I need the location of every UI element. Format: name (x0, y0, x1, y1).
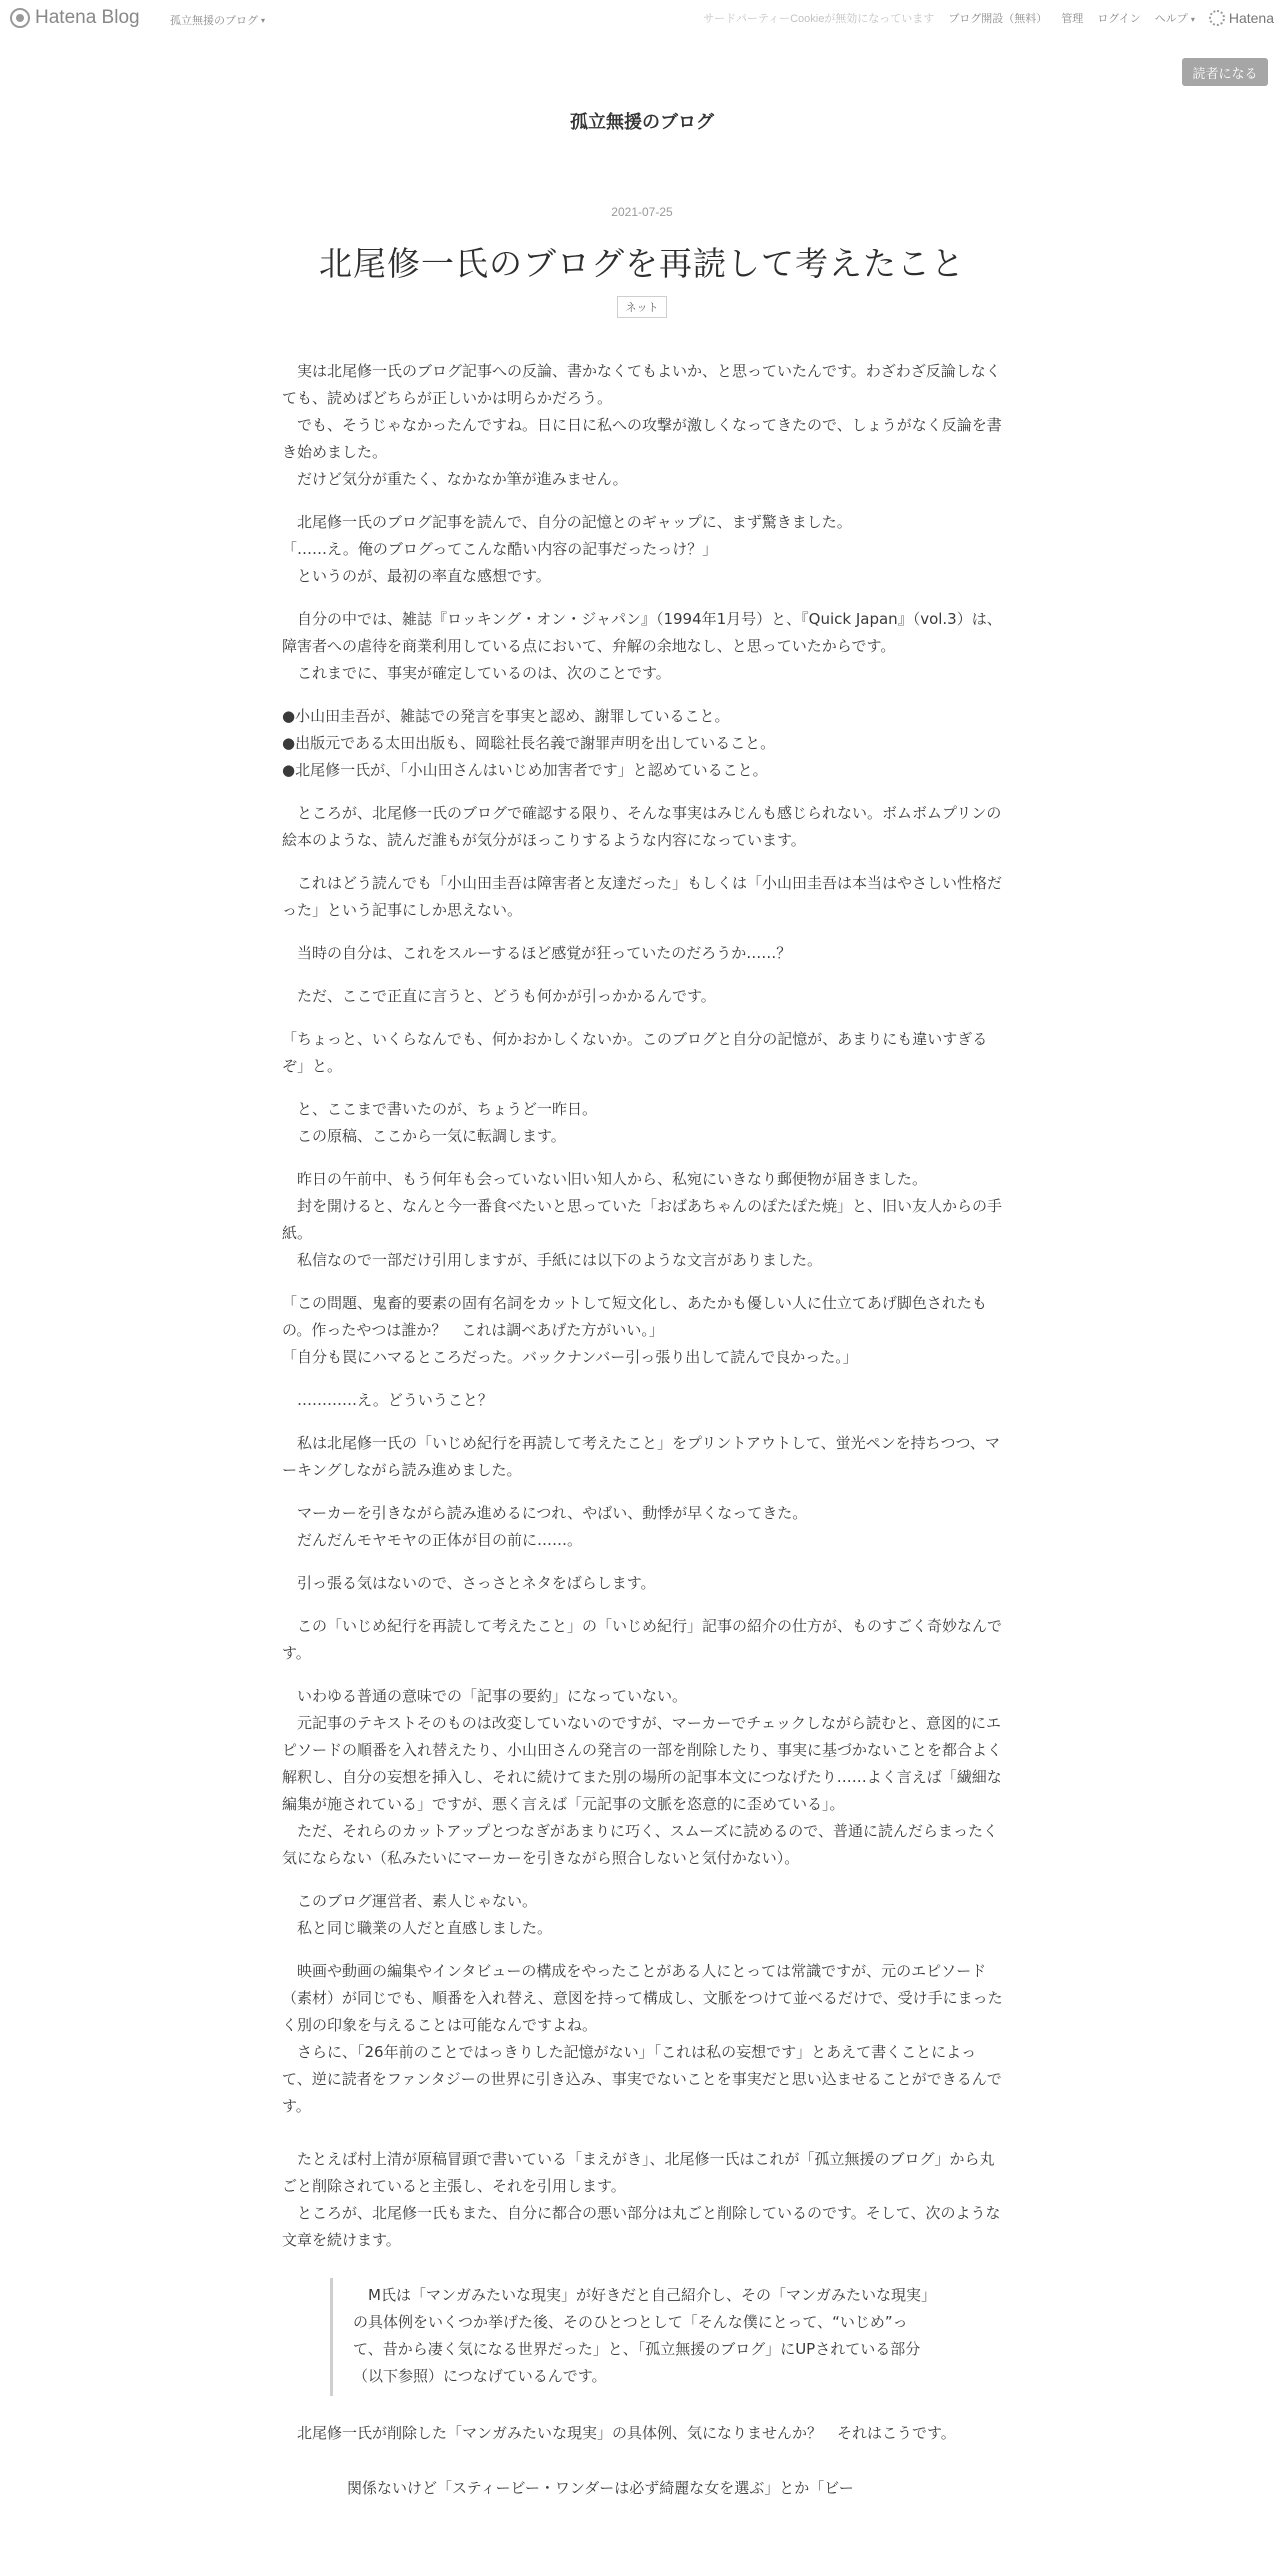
paragraph (282, 509, 1004, 590)
paragraph-line: さらに、「26年前のことではっきりした記憶がない」「これは私の妄想です」とあえて書くことによって、逆に読者をファンタジーの世界に引き込み、事実でないことを事実だと思い込ませることができるんです。 (282, 2043, 1002, 2115)
paragraph-line: だんだんモヤモヤの正体が目の前に……。 (282, 1531, 583, 1549)
paragraph (282, 606, 1004, 687)
paragraph-line: ところが、北尾修一氏のブログで確認する限り、そんな事実はみじんも感じられない。ボムボムプリンの絵本のような、読んだ誰もが気分がほっこりするような内容になっています。 (282, 804, 1002, 849)
paragraph (282, 1683, 1004, 1872)
paragraph (282, 1430, 1004, 1484)
paragraph-line: 昨日の午前中、もう何年も会っていない旧い知人から、私宛にいきなり郵便物が届きました。 (282, 1170, 928, 1188)
paragraph-line: 映画や動画の編集やインタビューの構成をやったことがある人にとっては常識ですが、元のエピソード（素材）が同じでも、順番を入れ替え、意図を持って構成し、文脈をつけて並べるだけで、受け手にまったく別の印象を与えることは可能なんですよね。 (282, 1962, 1003, 2034)
paragraph-line: たとえば村上清が原稿冒頭で書いている「まえがき」、北尾修一氏はこれが「孤立無援のブログ」から丸ごと削除されていると主張し、それを引用します。 (282, 2150, 995, 2195)
paragraph-line: このブログ運営者、素人じゃない。 (282, 1892, 538, 1910)
paragraph-line: だけど気分が重たく、なかなか筆が進みません。 (282, 470, 628, 488)
hatena-blog-logo[interactable] (10, 7, 140, 29)
cookie-notice[interactable]: サードパーティーCookieが無効になっています (703, 13, 935, 25)
help-menu[interactable] (1155, 10, 1195, 26)
paragraph-line: というのが、最初の率直な感想です。 (282, 567, 551, 585)
paragraph-line: と、ここまで書いたのが、ちょうど一昨日。 (282, 1100, 598, 1118)
admin-link[interactable]: 管理 (1061, 13, 1084, 25)
hatena-logo-icon (1209, 10, 1225, 26)
paragraph-line: 引っ張る気はないので、さっさとネタをばらします。 (282, 1574, 656, 1592)
create-blog-link[interactable]: ブログ開設（無料） (948, 13, 1048, 25)
paragraph-line: 私と同じ職業の人だと直感しました。 (282, 1919, 553, 1937)
entry-body (282, 358, 1004, 2532)
paragraph-line: ●小山田圭吾が、雑誌での発言を事実と認め、謝罪していること。 (282, 707, 730, 725)
paragraph-line: 「……え。俺のブログってこんな酷い内容の記事だったっけ？」 (282, 540, 718, 558)
paragraph-line: マーカーを引きながら読み進めるにつれ、やばい、動悸が早くなってきた。 (282, 1504, 808, 1522)
paragraph (282, 1958, 1004, 2120)
blockquote (330, 2278, 930, 2396)
logo-text: Hatena Blog (35, 7, 140, 28)
quote-text: M氏は「マンガみたいな現実」が好きだと自己紹介し、その「マンガみたいな現実」の具体例をいくつか挙げた後、そのひとつとして「そんな僕にとって、“いじめ”って、昔から凄く気になる世界だった」と、「孤立無援のブログ」にUPされている部分（以下参照）につなげているんです。 (353, 2286, 929, 2385)
paragraph (282, 1290, 1004, 1371)
subscribe-button[interactable]: 読者になる (1182, 58, 1268, 86)
blockquote (332, 2471, 932, 2508)
paragraph (282, 983, 1004, 1010)
paragraph-line: この原稿、ここから一気に転調します。 (282, 1127, 566, 1145)
paragraph-line: 「この問題、鬼畜的要素の固有名詞をカットして短文化し、あたかも優しい人に仕立てあげ脚色されたもの。作ったやつは誰か？ これは調べあげた方がいい。」 (282, 1294, 987, 1339)
paragraph-line: 北尾修一氏のブログ記事を読んで、自分の記憶とのギャップに、まず驚きました。 (282, 513, 852, 531)
blog-name-dropdown[interactable] (170, 12, 265, 28)
paragraph (282, 940, 1004, 967)
paragraph-line: …………え。どういうこと？ (282, 1391, 493, 1409)
paragraph-line: 封を開けると、なんと今一番食べたいと思っていた「おばあちゃんのぽたぽた焼」と、旧い友人からの手紙。 (282, 1197, 1003, 1242)
paragraph-line: この「いじめ紀行を再読して考えたこと」の「いじめ紀行」記事の紹介の仕方が、ものすごく奇妙なんです。 (282, 1617, 1003, 1662)
paragraph-line: ただ、ここで正直に言うと、どうも何かが引っかかるんです。 (282, 987, 716, 1005)
caret-down-icon: ▾ (261, 15, 266, 25)
paragraph-line: ところが、北尾修一氏もまた、自分に都合の悪い部分は丸ごと削除しているのです。そして、次のような文章を続けます。 (282, 2204, 1001, 2249)
help-label: ヘルプ (1154, 13, 1188, 25)
paragraph-line: これはどう読んでも「小山田圭吾は障害者と友達だった」もしくは「小山田圭吾は本当はやさしい性格だった」という記事にしか思えない。 (282, 874, 1003, 919)
paragraph (282, 1096, 1004, 1150)
paragraph-line: 自分の中では、雑誌『ロッキング・オン・ジャパン』（1994年1月号）と、『Quick Japan』（vol.3）は、障害者への虐待を商業利用している点において、弁解の余地なし、と思っていたからです。 (282, 610, 1002, 655)
paragraph-line: ただ、それらのカットアップとつなぎがあまりに巧く、スムーズに読めるので、普通に読んだらまったく気にならない（私みたいにマーカーを引きながら照合しないと気付かない）。 (282, 1822, 998, 1867)
paragraph-line: 「自分も罠にハマるところだった。バックナンバー引っ張り出して読んで良かった。」 (282, 1348, 858, 1366)
paragraph (282, 1026, 1004, 1080)
hatena-menu[interactable] (1209, 10, 1274, 26)
paragraph-line: ●北尾修一氏が、「小山田さんはいじめ加害者です」と認めていること。 (282, 761, 768, 779)
blog-title[interactable]: 孤立無援のブログ (570, 112, 714, 133)
hatena-blog-logo-icon (10, 8, 30, 28)
paragraph (282, 1613, 1004, 1667)
paragraph-line: 私は北尾修一氏の「いじめ紀行を再読して考えたこと」をプリントアウトして、蛍光ペンを持ちつつ、マーキングしながら読み進めました。 (282, 1434, 1000, 1479)
login-link[interactable]: ログイン (1097, 13, 1141, 25)
paragraph (282, 1888, 1004, 1942)
paragraph-line: ●出版元である太田出版も、岡聡社長名義で謝罪声明を出していること。 (282, 734, 776, 752)
paragraph: 北尾修一氏が削除した「マンガみたいな現実」の具体例、気になりませんか？ それはこうです。 (282, 2424, 956, 2442)
paragraph (282, 800, 1004, 854)
paragraph-line: 私信なので一部だけ引用しますが、手紙には以下のような文言がありました。 (282, 1251, 823, 1269)
paragraph (282, 1387, 1004, 1414)
entry-title[interactable]: 北尾修一氏のブログを再読して考えたこと (319, 244, 965, 283)
entry-date[interactable]: 2021-07-25 (611, 205, 673, 219)
paragraph (282, 358, 1004, 493)
navbar-right (703, 10, 1274, 26)
paragraph (282, 1166, 1004, 1274)
paragraph (282, 1500, 1004, 1554)
hatena-label: Hatena (1228, 10, 1274, 26)
paragraph (282, 870, 1004, 924)
paragraph-list (282, 358, 1004, 2254)
paragraph-line: 「ちょっと、いくらなんでも、何かおかしくないか。このブログと自分の記憶が、あまりにも違いすぎるぞ」と。 (282, 1030, 988, 1075)
paragraph-line: 元記事のテキストそのものは改変していないのですが、マーカーでチェックしながら読むと、意図的にエピソードの順番を入れ替えたり、小山田さんの発言の一部を削除したり、事実に基づかないことを都合よく解釈し、自分の妄想を挿入し、それに続けてまた別の場所の記事本文につなげたり……よく言えば「繊細な編集が施されている」ですが、悪く言えば「元記事の文脈を恣意的に歪めている」。 (282, 1714, 1003, 1813)
paragraph-line: 当時の自分は、これをスルーするほど感覚が狂っていたのだろうか……？ (282, 944, 792, 962)
caret-down-icon: ▾ (1190, 15, 1195, 24)
top-navbar (0, 0, 1284, 38)
paragraph (282, 703, 1004, 784)
paragraph-line: これまでに、事実が確定しているのは、次のことです。 (282, 664, 671, 682)
category-tag[interactable]: ネット (617, 296, 667, 318)
paragraph (282, 2146, 1004, 2254)
blog-name-label: 孤立無援のブログ (170, 15, 258, 27)
paragraph-line: いわゆる普通の意味での「記事の要約」になっていない。 (282, 1687, 688, 1705)
paragraph (282, 1570, 1004, 1597)
paragraph-line: 実は北尾修一氏のブログ記事への反論、書かなくてもよいか、と思っていたんです。わざわざ反論しなくても、読めばどちらが正しいかは明らかだろう。 (282, 362, 1001, 407)
paragraph-line: でも、そうじゃなかったんですね。日に日に私への攻撃が激しくなってきたので、しょうがなく反論を書き始めました。 (282, 416, 1002, 461)
quote-text: 関係ないけど「スティービー・ワンダーは必ず綺麗な女を選ぶ」とか「ビー (332, 2479, 854, 2497)
